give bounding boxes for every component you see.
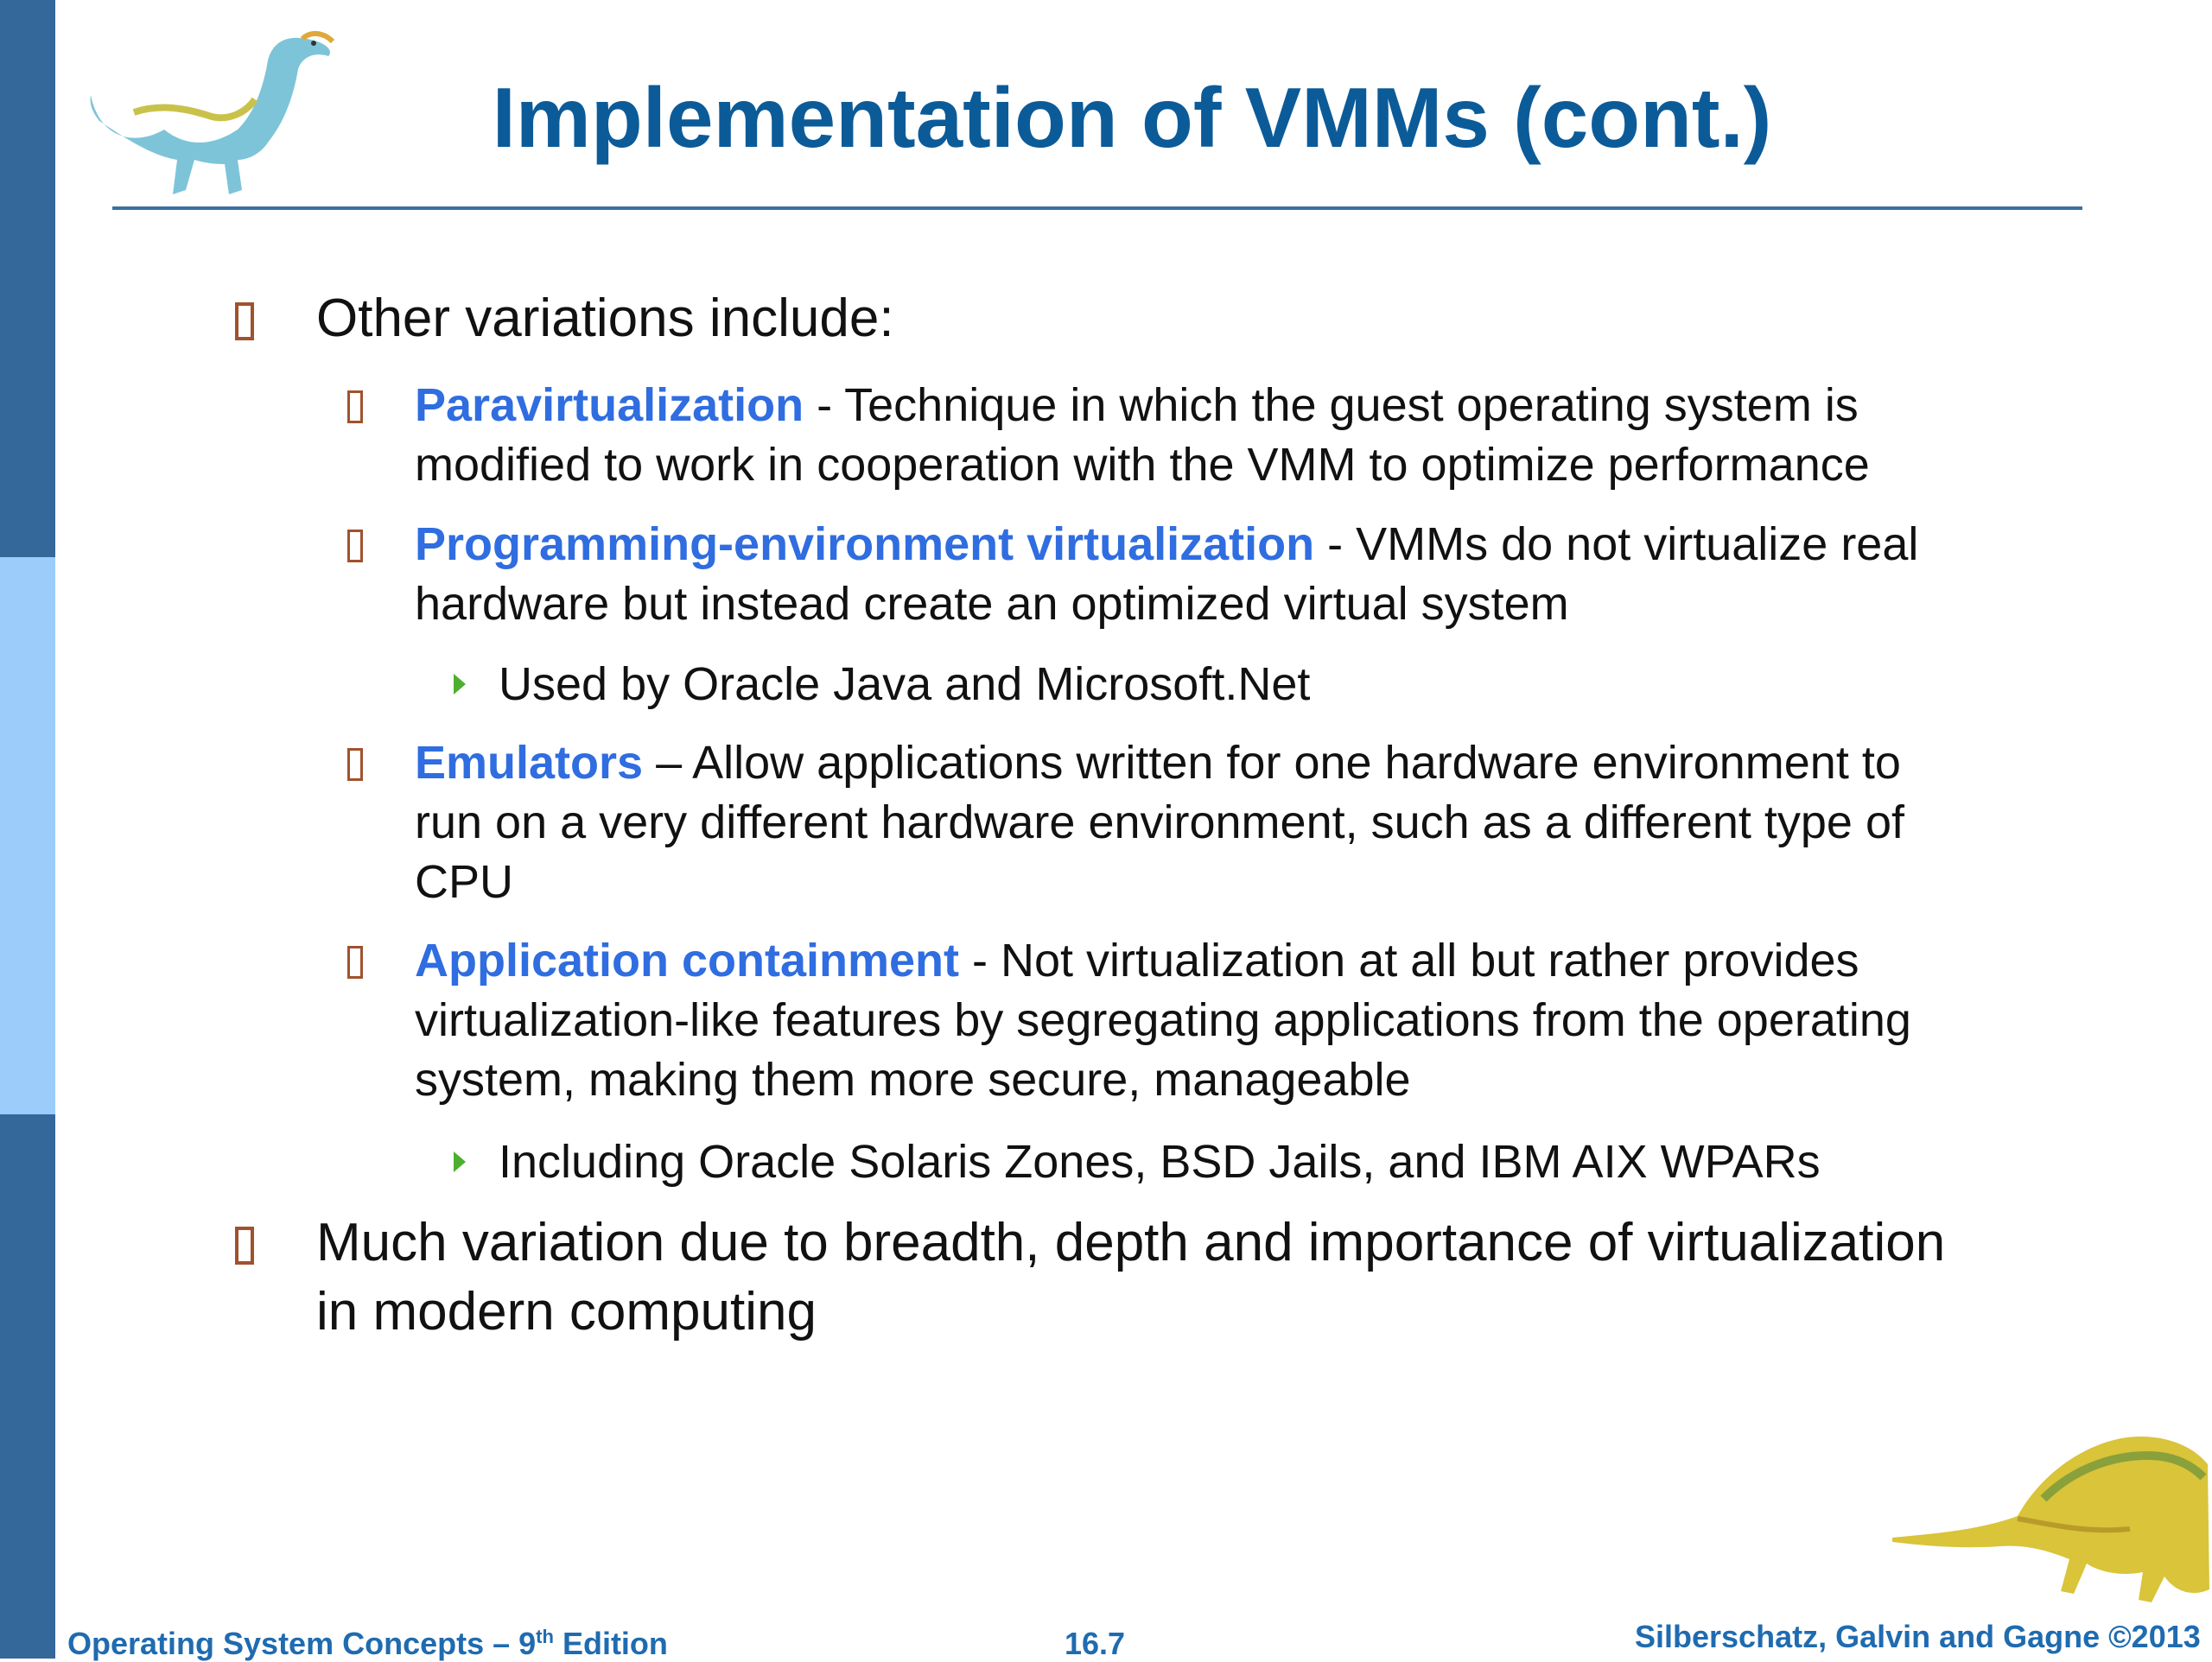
slide-number: 16.7 [1065,1626,1126,1661]
emulators-text-1: – Allow applications written for one hardware environment to [643,737,1901,789]
term-emulators: Emulators [415,737,644,789]
term-paravirtualization: Paravirtualization [415,379,804,431]
subbullet-application-containment [415,934,1859,987]
programming-environment-example: Used by Oracle Java and Microsoft.Net [499,658,1311,710]
footer-book-title-main: Operating System Concepts – 9 [67,1626,537,1661]
sidebar-top-block [0,0,55,557]
triangle-bullet-icon [454,674,466,695]
square-bullet-icon [235,302,254,340]
application-containment-example: Including Oracle Solaris Zones, BSD Jails, and IBM AIX WPARs [499,1136,1821,1188]
application-containment-text-1: - Not virtualization at all but rather provides [959,935,1859,986]
sidebar-bottom-block [0,1114,55,1659]
term-programming-environment: Programming-environment virtualization [415,518,1315,570]
dinosaur-logo-bottom [1888,1417,2212,1611]
subbullet-paravirtualization [415,378,1859,432]
footer-book-title [67,1626,668,1662]
application-containment-text-3: system, making them more secure, manageable [415,1054,1411,1106]
footer-edition-ordinal: th [536,1626,554,1647]
subbullet-programming-environment [415,517,1918,571]
sidebar-middle-block [0,557,55,1114]
paravirtualization-text-1: - Technique in which the guest operating system is [804,379,1859,431]
emulators-text-2: run on a very different hardware environment, such as a different type of [415,796,1904,848]
square-bullet-icon [347,748,363,781]
square-bullet-icon [235,1227,254,1265]
bullet-much-variation-1: Much variation due to breadth, depth and importance of virtualization [316,1213,1946,1272]
triangle-bullet-icon [454,1151,466,1172]
subbullet-emulators [415,736,1901,790]
footer-authors-copyright: Silberschatz, Galvin and Gagne ©2013 [1635,1619,2201,1654]
bullet-other-variations: Other variations include: [316,289,894,348]
dinosaur-logo-top [82,17,341,207]
paravirtualization-text-2: modified to work in cooperation with the VMM to optimize performance [415,439,1870,491]
programming-environment-text-2: hardware but instead create an optimized virtual system [415,578,1569,630]
square-bullet-icon [347,530,363,562]
programming-environment-text-1: - VMMs do not virtualize real [1314,518,1919,570]
application-containment-text-2: virtualization-like features by segregating applications from the operating [415,994,1911,1046]
bullet-much-variation-2: in modern computing [316,1282,817,1342]
term-application-containment: Application containment [415,935,960,986]
footer-edition-label: Edition [553,1626,668,1661]
square-bullet-icon [347,946,363,979]
square-bullet-icon [347,390,363,423]
emulators-text-3: CPU [415,856,514,908]
slide-title: Implementation of VMMs (cont.) [492,70,1772,165]
title-divider [112,206,2082,210]
